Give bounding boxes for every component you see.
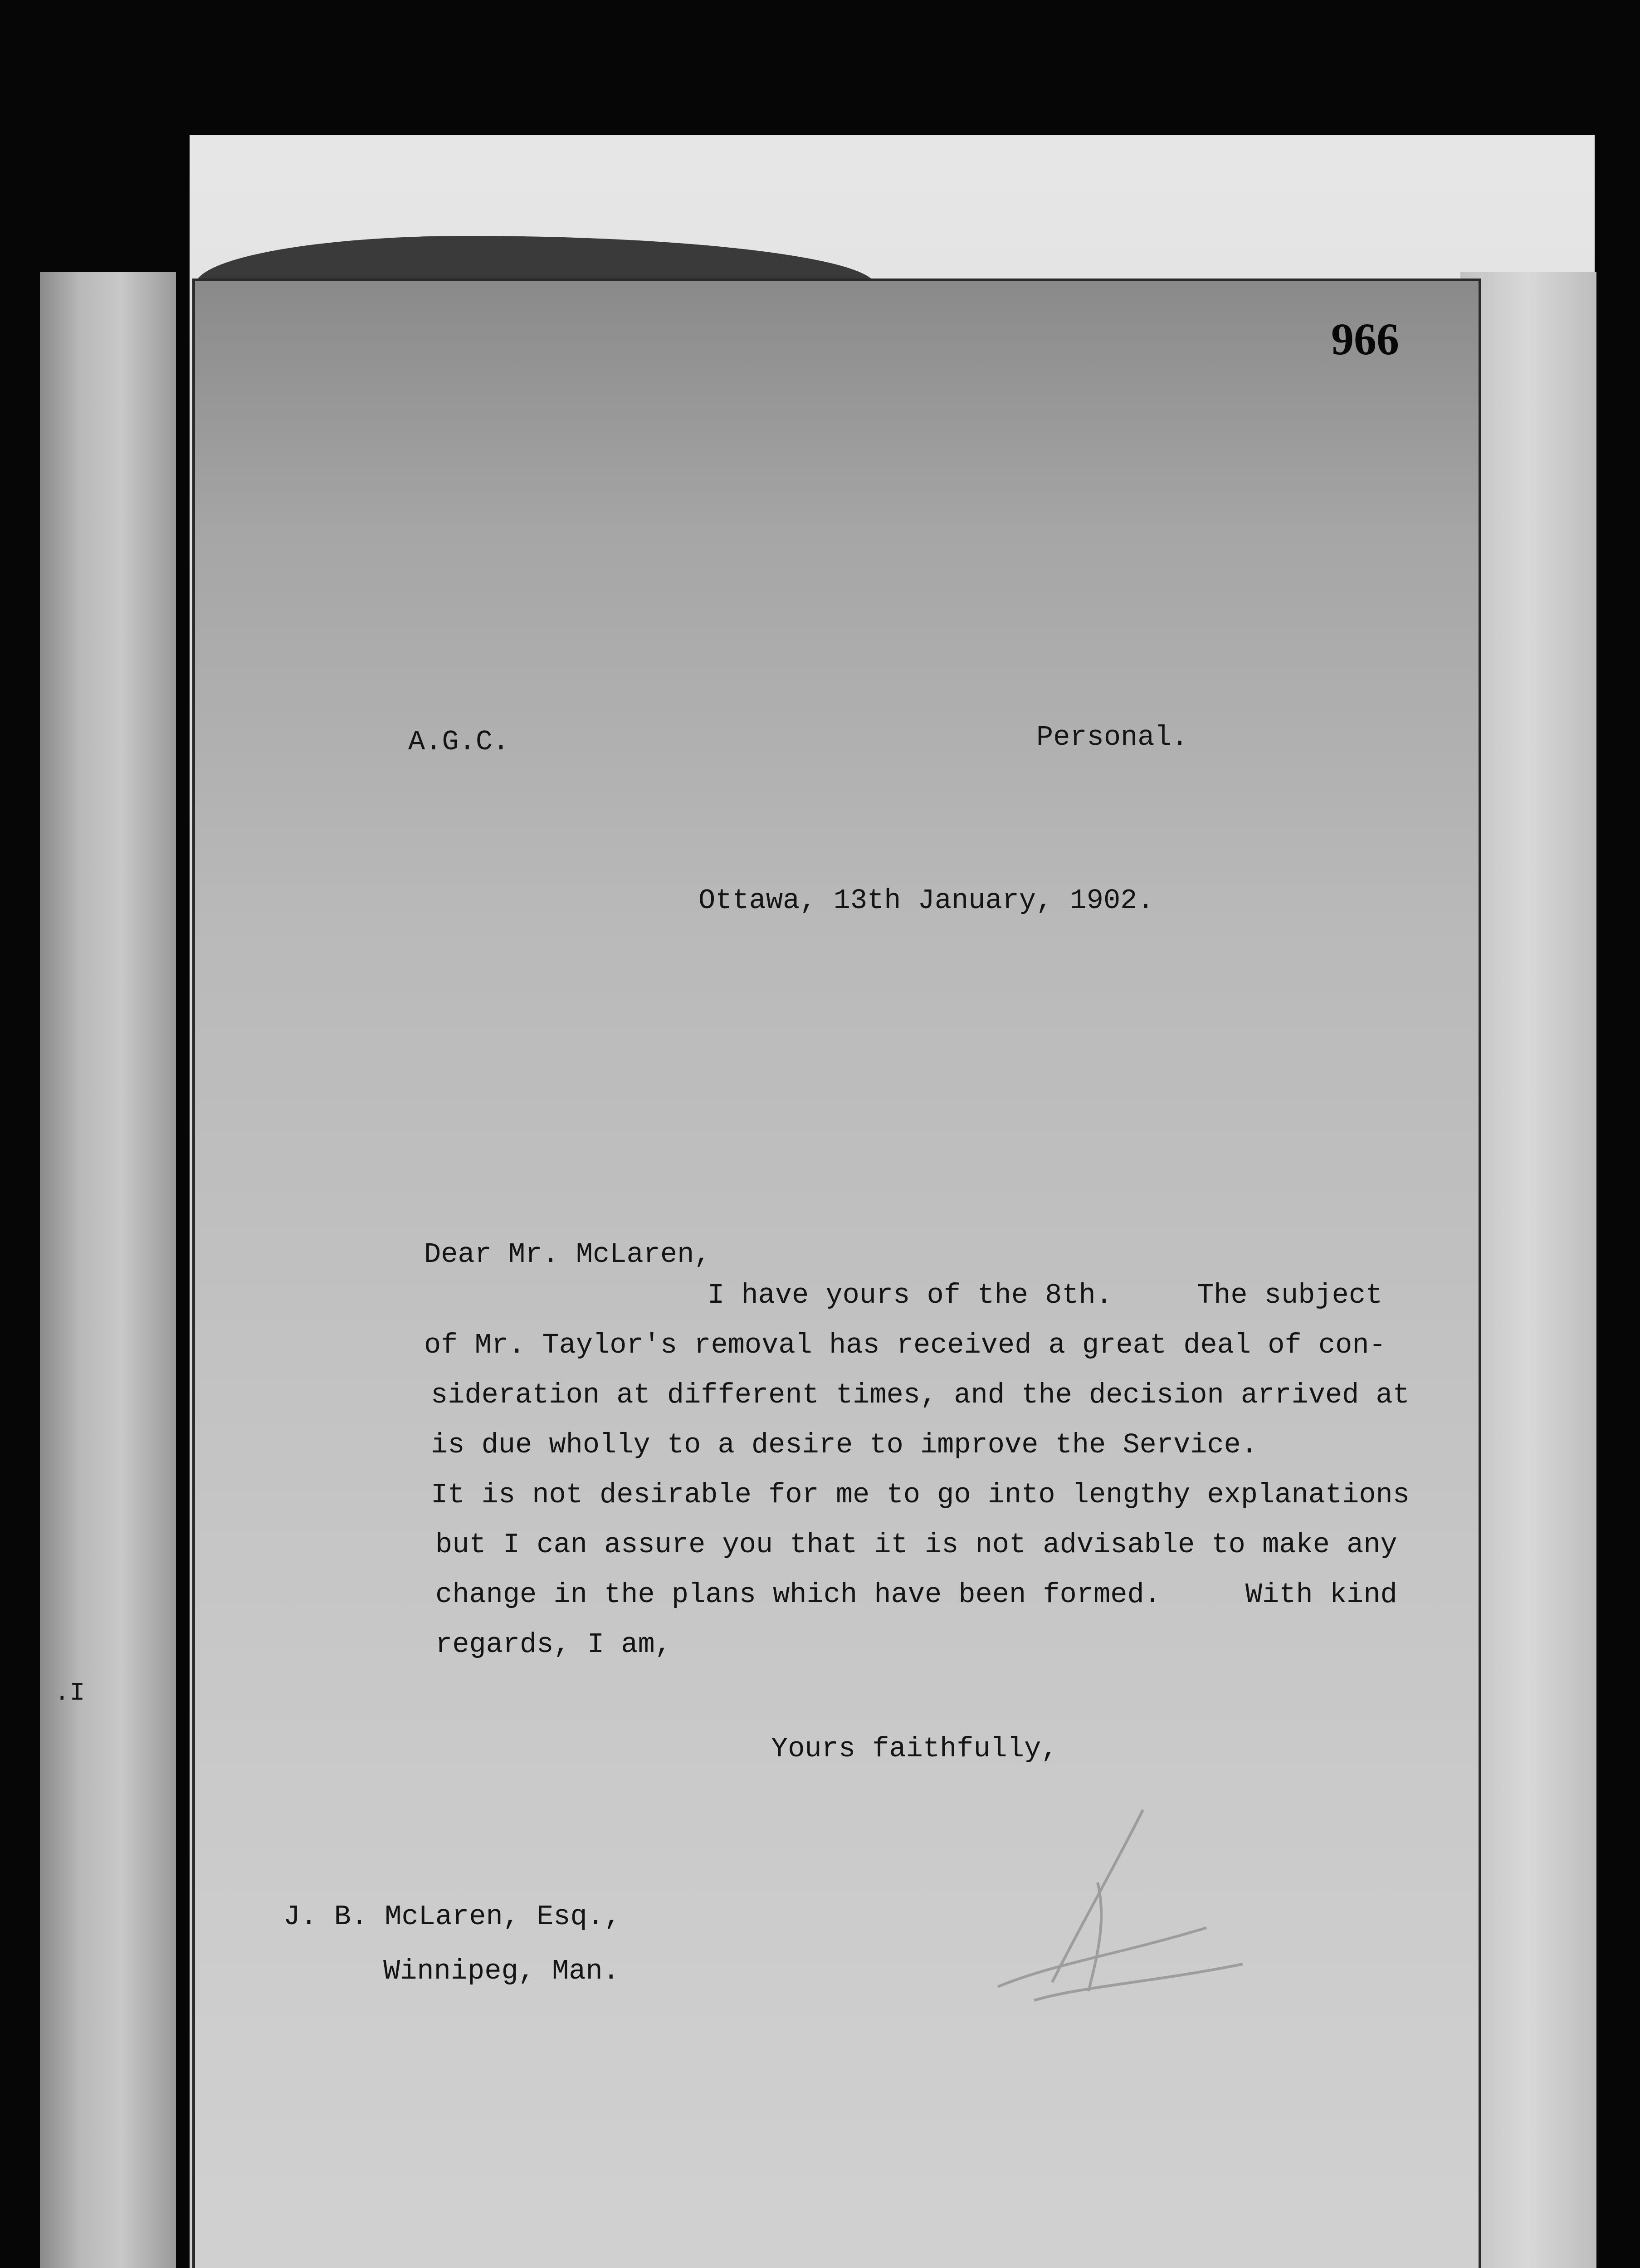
addressee-city: Winnipeg, Man. <box>383 1955 620 1987</box>
body-line: I have yours of the 8th. The subject <box>708 1279 1383 1311</box>
handwritten-signature <box>862 1792 1270 2064</box>
personal-marking: Personal. <box>1036 721 1188 753</box>
adjacent-page-strip <box>40 272 176 2268</box>
salutation: Dear Mr. McLaren, <box>424 1238 711 1271</box>
dateline: Ottawa, 13th January, 1902. <box>698 885 1154 917</box>
right-backing-sheet <box>1460 272 1596 2268</box>
left-margin-mark: .I <box>54 1678 85 1707</box>
closing: Yours faithfully, <box>771 1733 1058 1765</box>
body-line: is due wholly to a desire to improve the Service. <box>431 1429 1258 1461</box>
body-line: change in the plans which have been formed. With kind <box>435 1579 1397 1611</box>
body-line: but I can assure you that it is not advisable to make any <box>435 1529 1397 1561</box>
body-line: It is not desirable for me to go into lengthy explanations <box>431 1479 1410 1511</box>
body-line: regards, I am, <box>435 1628 672 1661</box>
sender-code: A.G.C. <box>408 726 510 758</box>
body-line: of Mr. Taylor's removal has received a great deal of con- <box>424 1329 1386 1361</box>
addressee-name: J. B. McLaren, Esq., <box>283 1901 621 1933</box>
body-line: sideration at different times, and the decision arrived at <box>431 1379 1410 1411</box>
page-number: 966 <box>1331 314 1399 364</box>
